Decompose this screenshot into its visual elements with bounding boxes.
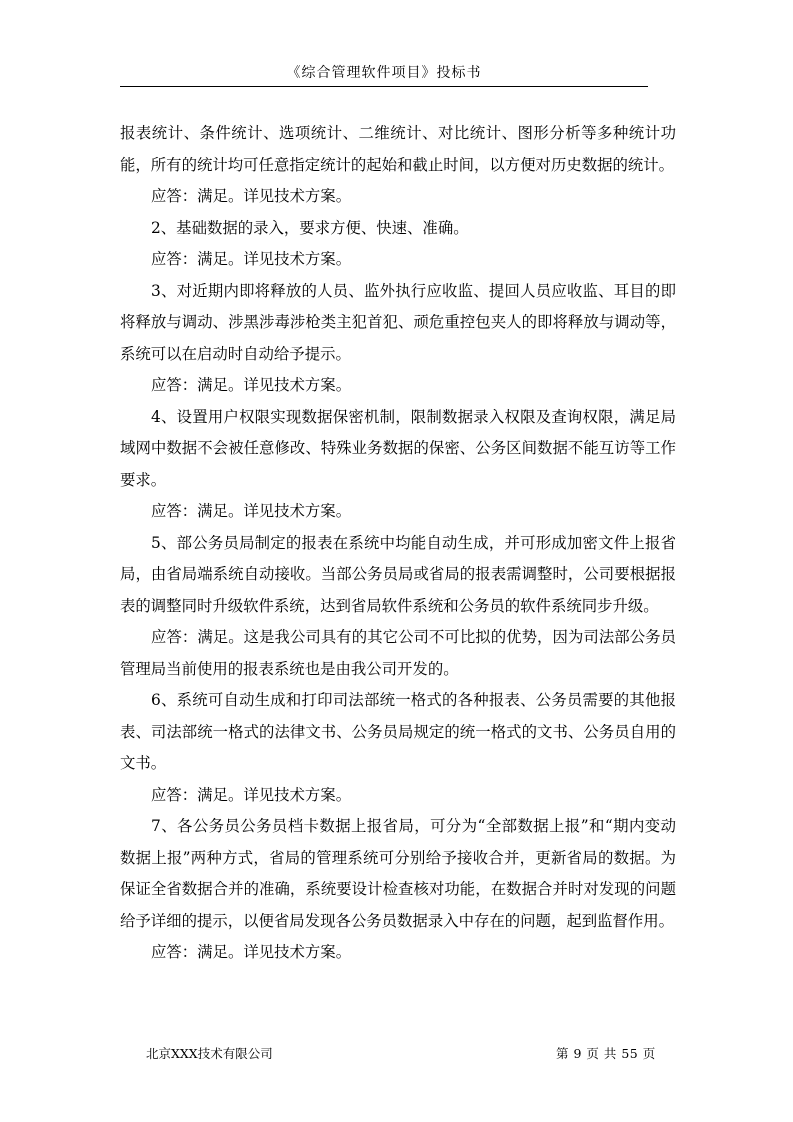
paragraph: 3、对近期内即将释放的人员、监外执行应收监、提回人员应收监、耳目的即将释放与调动、涉黑涉毒涉枪类主犯首犯、顽危重控包夹人的即将释放与调动等，系统可以在启动时自动给予提示。	[120, 281, 676, 363]
footer-page-number: 第 9 页 共 55 页	[556, 1046, 656, 1061]
paragraph: 5、部公务员局制定的报表在系统中均能自动生成，并可形成加密文件上报省局，由省局端系统自动接收。当部公务员局或省局的报表需调整时，公司要根据报表的调整同时升级软件系统，达到省局软件系统和公务员的软件系统同步升级。	[120, 533, 676, 615]
paragraph: 6、系统可自动生成和打印司法部统一格式的各种报表、公务员需要的其他报表、司法部统一格式的法律文书、公务员局规定的统一格式的文书、公务员自用的文书。	[120, 691, 676, 772]
paragraph: 应答：满足。详见技术方案。	[151, 785, 352, 804]
footer-company: 北京XXX技术有限公司	[146, 1046, 273, 1061]
page-header-title: 《综合管理软件项目》投标书	[286, 65, 482, 81]
paragraph: 应答：满足。详见技术方案。	[151, 502, 352, 520]
paragraph: 应答：满足。详见技术方案。	[151, 376, 352, 394]
paragraph: 应答：满足。这是我公司具有的其它公司不可比拟的优势，因为司法部公务员管理局当前使用的报表系统也是由我公司开发的。	[120, 628, 676, 678]
paragraph: 7、各公务员公务员档卡数据上报省局，可分为“全部数据上报”和“期内变动数据上报”两种方式，省局的管理系统可分别给予接收合并，更新省局的数据。为保证全省数据合并的准确，系统要设计检查核对功能，在数据合并时对发现的问题给予详细的提示，以便省局发现各公务员数据录入中存在的问题，起到监督作用。	[120, 817, 676, 930]
paragraph: 4、设置用户权限实现数据保密机制，限制数据录入权限及查询权限，满足局域网中数据不会被任意修改、特殊业务数据的保密、公务区间数据不能互访等工作要求。	[120, 407, 676, 489]
header-divider	[120, 86, 648, 87]
paragraph: 应答：满足。详见技术方案。	[151, 187, 352, 205]
paragraph: 应答：满足。详见技术方案。	[151, 943, 352, 961]
paragraph: 报表统计、条件统计、选项统计、二维统计、对比统计、图形分析等多种统计功能，所有的统计均可任意指定统计的起始和截止时间，以方便对历史数据的统计。	[120, 124, 676, 174]
paragraph: 应答：满足。详见技术方案。	[151, 250, 352, 268]
paragraph: 2、基础数据的录入，要求方便、快速、准确。	[151, 218, 469, 237]
document-body	[120, 118, 676, 969]
